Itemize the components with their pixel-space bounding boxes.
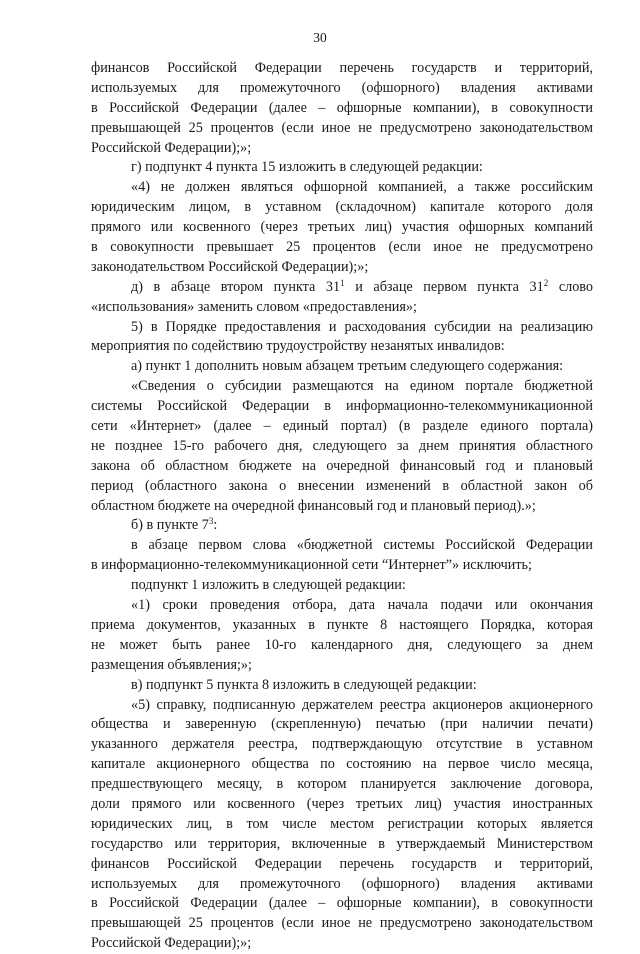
text-line [91, 696, 593, 716]
text-line [91, 894, 593, 914]
text-line [91, 914, 593, 934]
text-line-content: областном бюджете на очередной финансовый год и плановый период).»; [91, 497, 536, 514]
superscript: 2 [543, 277, 549, 288]
text-line [91, 795, 593, 815]
text-line-content: юридических лиц, в том числе местом регистрации которых является [91, 815, 593, 832]
text-line [91, 715, 593, 735]
text-line [91, 99, 593, 119]
superscript: 1 [340, 277, 345, 288]
text-line [91, 576, 593, 596]
text-line [91, 934, 593, 954]
text-line-content: Российской Федерации);»; [91, 139, 252, 156]
text-line-content: период (областного закона о внесении изменений в областной закон об [91, 477, 593, 494]
text-line [91, 397, 593, 417]
text-line-content: доли прямого или косвенного (через третьих лиц) участия иностранных [91, 795, 593, 812]
text-line [91, 437, 593, 457]
text-line-content: сети «Интернет» (далее – единый портал) (в разделе единого портала) [91, 418, 593, 435]
document-body [91, 59, 593, 954]
text-line [91, 318, 593, 338]
text-line-content: в Российской Федерации (далее – офшорные компании), в совокупности [91, 99, 593, 116]
text-line-content: в Российской Федерации (далее – офшорные компании), в совокупности [91, 895, 593, 912]
text-line [91, 497, 593, 517]
text-line [91, 656, 593, 676]
text-line-content: и абзаце первом пункта 31 [344, 278, 544, 295]
text-line-content: Российской Федерации);»; [91, 935, 252, 952]
text-line [91, 417, 593, 437]
text-line-content: «4) не должен являться офшорной компанией, а также российским [131, 179, 593, 196]
text-line-content: превышающей 25 процентов (если иное не предусмотрено законодательством [91, 119, 593, 136]
text-line [91, 556, 593, 576]
text-line-content: «Сведения о субсидии размещаются на едином портале бюджетной [131, 378, 593, 395]
text-line [91, 596, 593, 616]
text-line [91, 835, 593, 855]
text-line-content: : [213, 517, 218, 534]
text-line [91, 516, 593, 536]
text-line-content: а) пункт 1 дополнить новым абзацем третьим следующего содержания: [131, 358, 564, 375]
text-line [91, 357, 593, 377]
text-line [91, 59, 593, 79]
text-line [91, 178, 593, 198]
text-line-content: финансов Российской Федерации перечень государств и территорий, [91, 855, 593, 872]
text-line-content: в совокупности превышает 25 процентов (если иное не предусмотрено [91, 239, 593, 256]
text-line-content: закона об областном бюджете на очередной финансовый год и плановый [91, 457, 593, 474]
text-line [91, 119, 593, 139]
text-line [91, 238, 593, 258]
text-line [91, 536, 593, 556]
text-line [91, 278, 593, 298]
text-line-content: «1) сроки проведения отбора, дата начала подачи или окончания [131, 597, 593, 614]
text-line-content: размещения объявления;»; [91, 656, 252, 673]
text-line [91, 875, 593, 895]
text-line [91, 198, 593, 218]
text-line-content: государство или территория, включенные в утверждаемый Министерством [91, 835, 593, 852]
text-line-content: подпункт 1 изложить в следующей редакции: [131, 577, 406, 594]
text-line [91, 377, 593, 397]
text-line-content: общества и заверенную (скрепленную) печатью (при наличии печати) [91, 716, 593, 733]
text-line-content: 5) в Порядке предоставления и расходования субсидии на реализацию [131, 318, 593, 335]
text-line-content: в) подпункт 5 пункта 8 изложить в следующей редакции: [131, 676, 477, 693]
text-line-content: приема документов, указанных в пункте 8 настоящего Порядка, которая [91, 616, 593, 633]
text-line-content: не позднее 15-го рабочего дня, следующего за днем принятия областного [91, 437, 593, 454]
text-line [91, 676, 593, 696]
text-line-content: используемых для промежуточного (офшорного) владения активами [91, 79, 593, 96]
text-line [91, 337, 593, 357]
text-line [91, 735, 593, 755]
text-line-content: капитале акционерного общества по состоянию на первое число месяца, [91, 756, 593, 773]
text-line [91, 298, 593, 318]
text-line-content: в информационно-телекоммуникационной сети “Интернет”» исключить; [91, 557, 532, 574]
text-line [91, 855, 593, 875]
text-line-content: мероприятия по содействию трудоустройству незанятых инвалидов: [91, 338, 505, 355]
text-line-content: используемых для промежуточного (офшорного) владения активами [91, 875, 593, 892]
text-line-content: «5) справку, подписанную держателем реестра акционеров акционерного [131, 696, 593, 713]
text-line [91, 457, 593, 477]
text-line-content: указанного держателя реестра, подтверждающую отсутствие в уставном [91, 736, 593, 753]
text-line-content: «использования» заменить словом «предоставления»; [91, 298, 417, 315]
text-line [91, 258, 593, 278]
text-line-content: превышающей 25 процентов (если иное не предусмотрено законодательством [91, 915, 593, 932]
text-line [91, 815, 593, 835]
text-line-content: г) подпункт 4 пункта 15 изложить в следующей редакции: [131, 159, 483, 176]
text-line [91, 139, 593, 159]
superscript: 3 [208, 516, 214, 527]
text-line-content: системы Российской Федерации в информационно-телекоммуникационной [91, 398, 593, 415]
text-line [91, 775, 593, 795]
text-line-content: законодательством Российской Федерации);»; [91, 258, 369, 275]
text-line [91, 477, 593, 497]
text-line-content: не может быть ранее 10-го календарного дня, следующего за днем [91, 636, 593, 653]
text-line-content: слово [548, 278, 593, 295]
text-line-content: прямого или косвенного (через третьих лиц) участия офшорных компаний [91, 219, 593, 236]
text-line [91, 616, 593, 636]
text-line [91, 755, 593, 775]
text-line-content: д) в абзаце втором пункта 31 [131, 278, 341, 295]
text-line [91, 218, 593, 238]
text-line-content: предшествующего месяцу, в котором планируется заключение договора, [91, 776, 593, 793]
text-line-content: юридическим лицом, в уставном (складочном) капитале которого доля [91, 199, 593, 216]
text-line-content: в абзаце первом слова «бюджетной системы Российской Федерации [131, 537, 593, 554]
page-number: 30 [313, 30, 327, 45]
text-line [91, 158, 593, 178]
text-line-content: финансов Российской Федерации перечень государств и территорий, [91, 60, 593, 76]
text-line-content: б) в пункте 7 [131, 517, 209, 534]
text-line [91, 636, 593, 656]
text-line [91, 79, 593, 99]
